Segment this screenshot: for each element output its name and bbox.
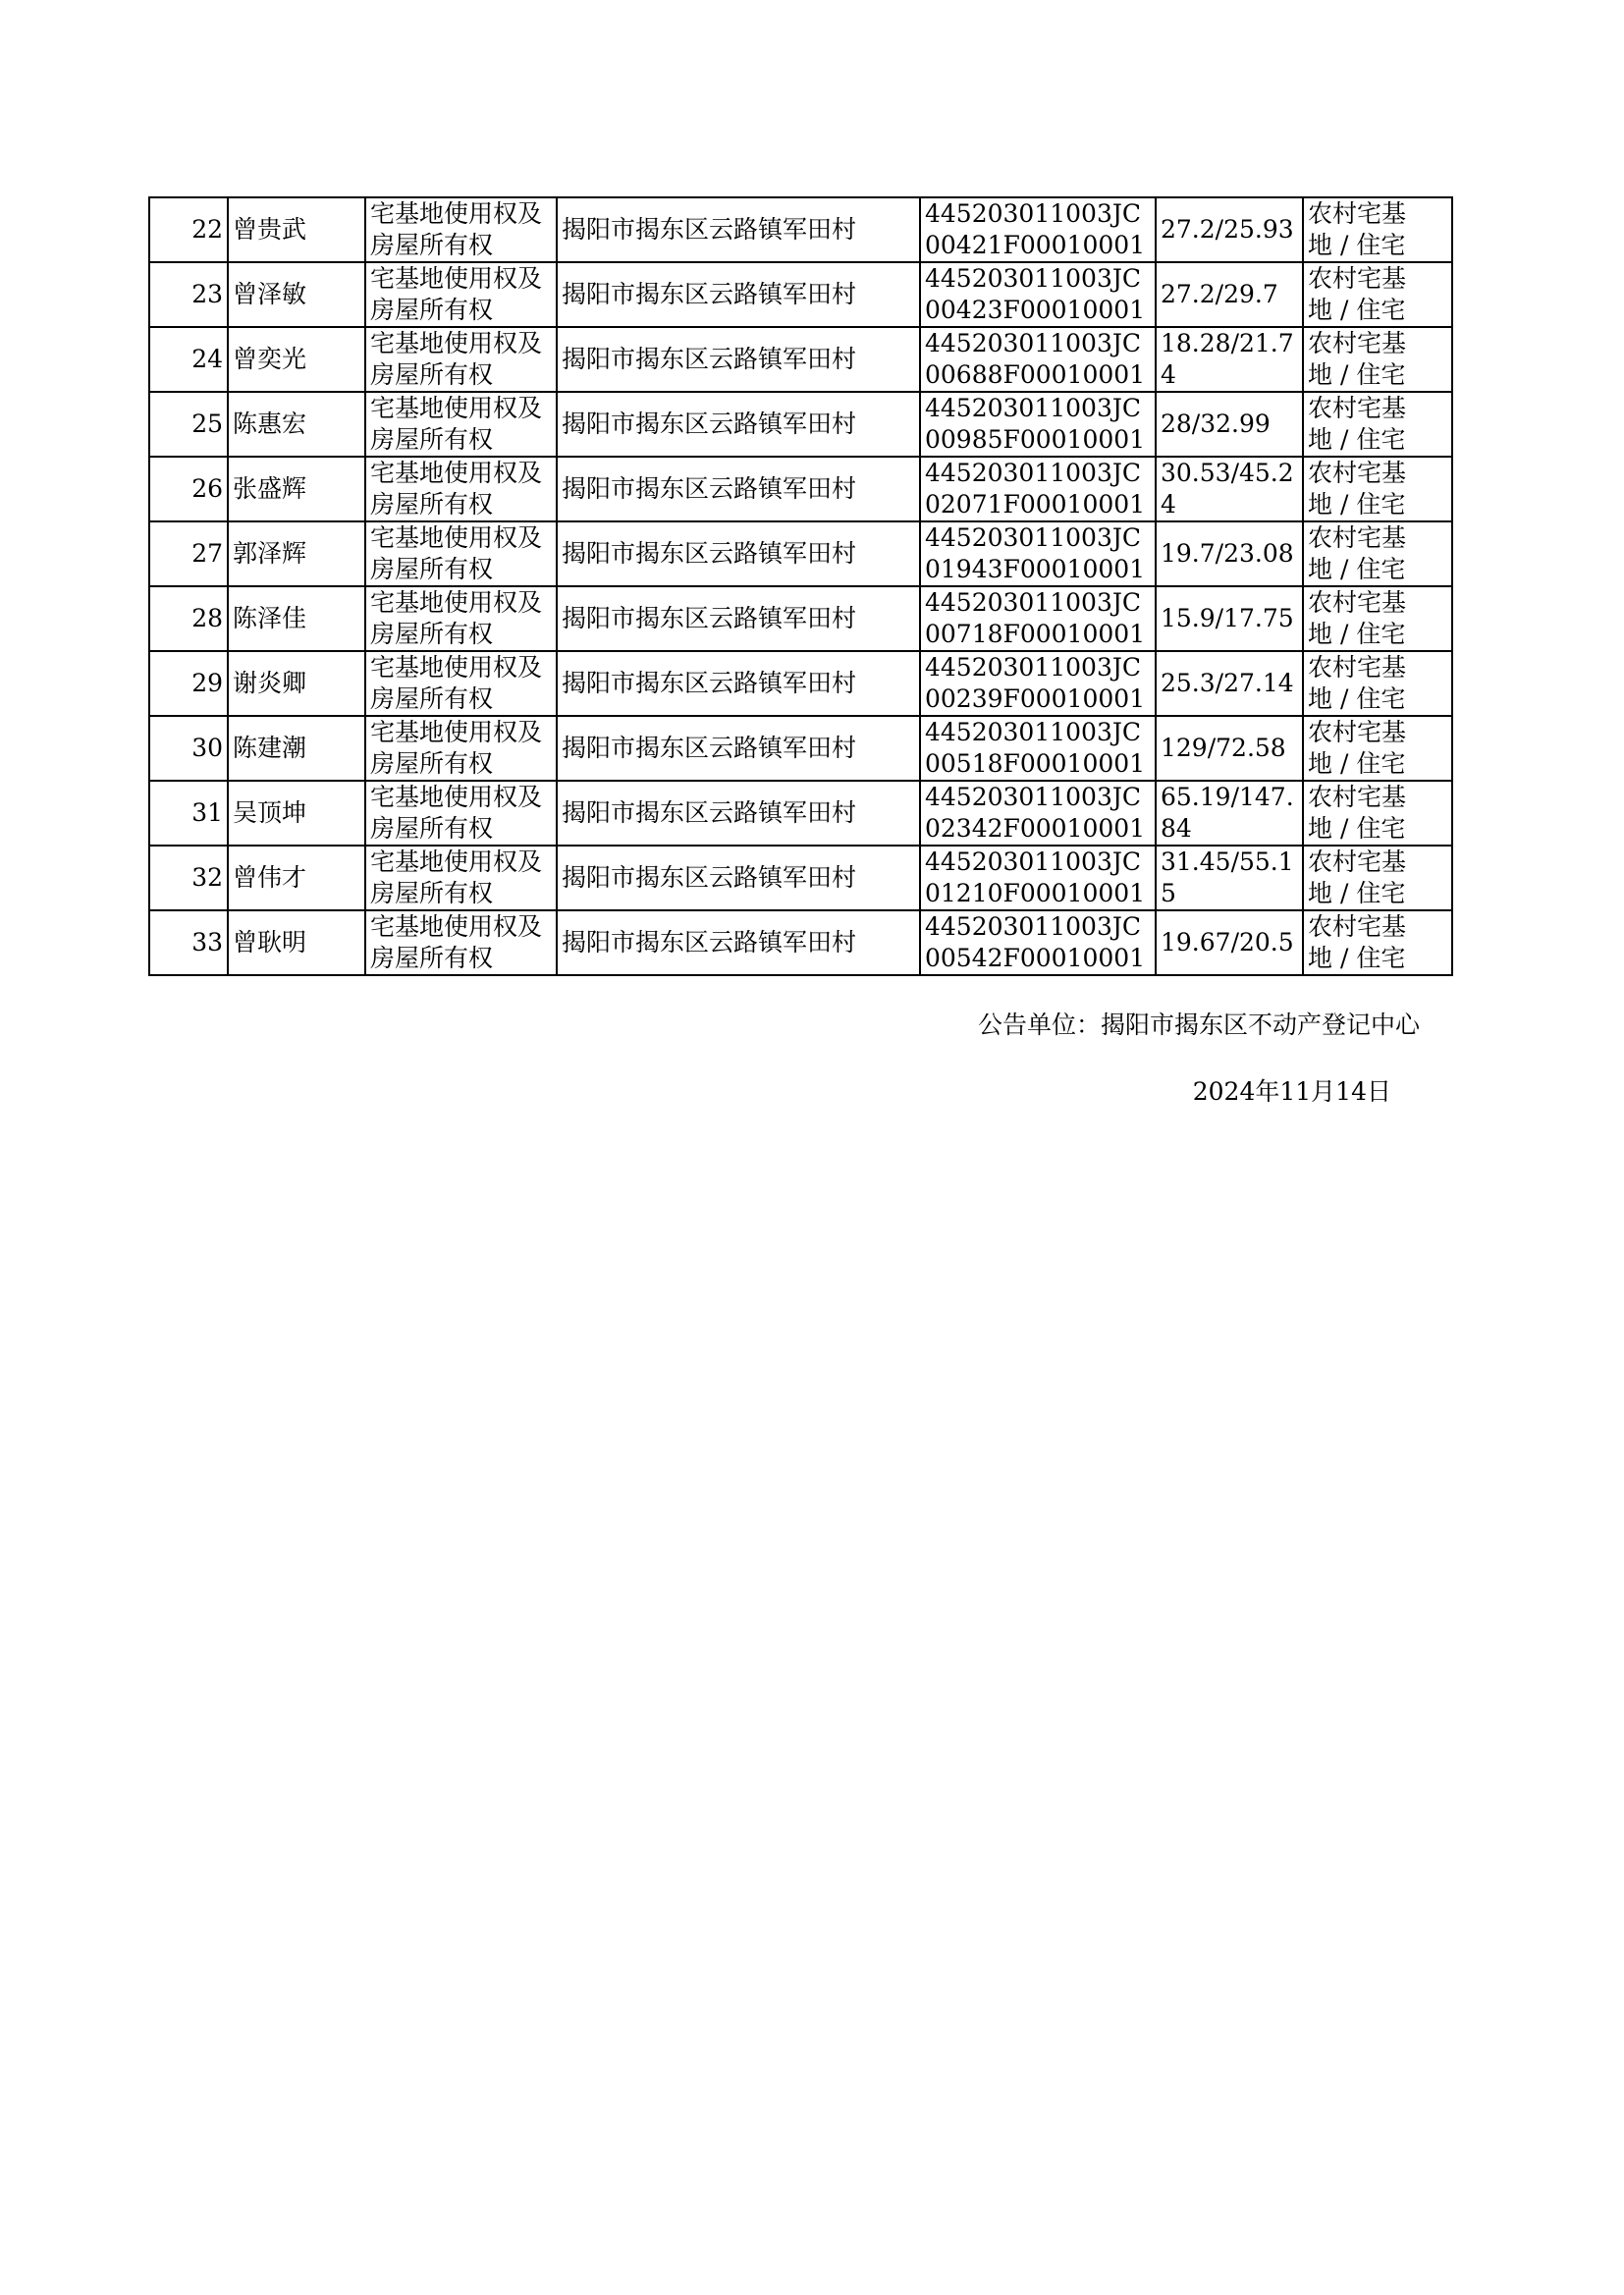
table-row bbox=[149, 781, 1452, 846]
right-type-cell: 宅基地使用权及房屋所有权 bbox=[365, 457, 557, 521]
area-cell: 31.45/55.15 bbox=[1156, 846, 1303, 910]
land-use-line: 农村宅基 bbox=[1308, 199, 1407, 228]
announcement-date: 2024年11月14日 bbox=[1192, 1077, 1391, 1106]
certificate-number-cell: 445203011003JC01210F00010001 bbox=[920, 846, 1156, 910]
row-number-cell: 28 bbox=[149, 586, 228, 651]
owner-name-cell: 曾奕光 bbox=[228, 327, 365, 392]
area-cell: 25.3/27.14 bbox=[1156, 651, 1303, 716]
certificate-number-cell: 445203011003JC00239F00010001 bbox=[920, 651, 1156, 716]
location-cell: 揭阳市揭东区云路镇军田村 bbox=[557, 457, 920, 521]
land-use-line: 地 / 住宅 bbox=[1308, 360, 1406, 389]
location-cell: 揭阳市揭东区云路镇军田村 bbox=[557, 197, 920, 262]
area-cell: 65.19/147.84 bbox=[1156, 781, 1303, 846]
row-number-cell: 33 bbox=[149, 910, 228, 975]
table-row bbox=[149, 846, 1452, 910]
land-use-line: 地 / 住宅 bbox=[1308, 425, 1406, 454]
right-type-cell: 宅基地使用权及房屋所有权 bbox=[365, 651, 557, 716]
certificate-number-cell: 445203011003JC00423F00010001 bbox=[920, 262, 1156, 327]
land-use-cell bbox=[1303, 910, 1452, 975]
certificate-number-cell: 445203011003JC00985F00010001 bbox=[920, 392, 1156, 457]
certificate-number-cell: 445203011003JC00718F00010001 bbox=[920, 586, 1156, 651]
owner-name-cell: 陈泽佳 bbox=[228, 586, 365, 651]
location-cell: 揭阳市揭东区云路镇军田村 bbox=[557, 651, 920, 716]
owner-name-cell: 陈建潮 bbox=[228, 716, 365, 781]
land-use-cell bbox=[1303, 262, 1452, 327]
land-use-cell bbox=[1303, 197, 1452, 262]
table-row bbox=[149, 457, 1452, 521]
certificate-number-cell: 445203011003JC02342F00010001 bbox=[920, 781, 1156, 846]
location-cell: 揭阳市揭东区云路镇军田村 bbox=[557, 392, 920, 457]
location-cell: 揭阳市揭东区云路镇军田村 bbox=[557, 327, 920, 392]
right-type-cell: 宅基地使用权及房屋所有权 bbox=[365, 586, 557, 651]
location-cell: 揭阳市揭东区云路镇军田村 bbox=[557, 781, 920, 846]
certificate-number-cell: 445203011003JC01943F00010001 bbox=[920, 521, 1156, 586]
area-cell: 28/32.99 bbox=[1156, 392, 1303, 457]
area-cell: 19.7/23.08 bbox=[1156, 521, 1303, 586]
land-use-cell bbox=[1303, 327, 1452, 392]
land-use-cell bbox=[1303, 586, 1452, 651]
row-number-cell: 24 bbox=[149, 327, 228, 392]
row-number-cell: 26 bbox=[149, 457, 228, 521]
land-use-cell bbox=[1303, 457, 1452, 521]
area-cell: 15.9/17.75 bbox=[1156, 586, 1303, 651]
table-row bbox=[149, 327, 1452, 392]
land-use-line: 地 / 住宅 bbox=[1308, 296, 1406, 324]
location-cell: 揭阳市揭东区云路镇军田村 bbox=[557, 521, 920, 586]
table-row bbox=[149, 716, 1452, 781]
right-type-cell: 宅基地使用权及房屋所有权 bbox=[365, 716, 557, 781]
right-type-cell: 宅基地使用权及房屋所有权 bbox=[365, 197, 557, 262]
area-cell: 18.28/21.74 bbox=[1156, 327, 1303, 392]
table-row bbox=[149, 521, 1452, 586]
land-use-line: 农村宅基 bbox=[1308, 718, 1407, 746]
area-cell: 19.67/20.5 bbox=[1156, 910, 1303, 975]
table-row bbox=[149, 910, 1452, 975]
land-use-line: 地 / 住宅 bbox=[1308, 555, 1406, 583]
issuer-line: 公告单位：揭阳市揭东区不动产登记中心 bbox=[977, 1011, 1420, 1039]
land-use-line: 地 / 住宅 bbox=[1308, 879, 1406, 907]
owner-name-cell: 曾泽敏 bbox=[228, 262, 365, 327]
owner-name-cell: 曾贵武 bbox=[228, 197, 365, 262]
land-use-line: 农村宅基 bbox=[1308, 653, 1407, 682]
owner-name-cell: 谢炎卿 bbox=[228, 651, 365, 716]
row-number-cell: 25 bbox=[149, 392, 228, 457]
land-use-line: 地 / 住宅 bbox=[1308, 749, 1406, 778]
location-cell: 揭阳市揭东区云路镇军田村 bbox=[557, 586, 920, 651]
certificate-number-cell: 445203011003JC00518F00010001 bbox=[920, 716, 1156, 781]
land-use-line: 地 / 住宅 bbox=[1308, 490, 1406, 519]
location-cell: 揭阳市揭东区云路镇军田村 bbox=[557, 262, 920, 327]
land-use-line: 地 / 住宅 bbox=[1308, 944, 1406, 972]
area-cell: 129/72.58 bbox=[1156, 716, 1303, 781]
land-use-cell bbox=[1303, 392, 1452, 457]
row-number-cell: 22 bbox=[149, 197, 228, 262]
row-number-cell: 23 bbox=[149, 262, 228, 327]
land-use-line: 农村宅基 bbox=[1308, 394, 1407, 422]
location-cell: 揭阳市揭东区云路镇军田村 bbox=[557, 846, 920, 910]
land-use-line: 地 / 住宅 bbox=[1308, 814, 1406, 843]
row-number-cell: 32 bbox=[149, 846, 228, 910]
owner-name-cell: 吴顶坤 bbox=[228, 781, 365, 846]
land-use-line: 地 / 住宅 bbox=[1308, 231, 1406, 259]
owner-name-cell: 陈惠宏 bbox=[228, 392, 365, 457]
certificate-number-cell: 445203011003JC02071F00010001 bbox=[920, 457, 1156, 521]
table-row bbox=[149, 651, 1452, 716]
area-cell: 27.2/25.93 bbox=[1156, 197, 1303, 262]
registration-table-body bbox=[149, 197, 1452, 975]
land-use-cell bbox=[1303, 651, 1452, 716]
right-type-cell: 宅基地使用权及房屋所有权 bbox=[365, 262, 557, 327]
certificate-number-cell: 445203011003JC00421F00010001 bbox=[920, 197, 1156, 262]
right-type-cell: 宅基地使用权及房屋所有权 bbox=[365, 327, 557, 392]
owner-name-cell: 张盛辉 bbox=[228, 457, 365, 521]
land-use-cell bbox=[1303, 781, 1452, 846]
row-number-cell: 31 bbox=[149, 781, 228, 846]
table-row bbox=[149, 262, 1452, 327]
right-type-cell: 宅基地使用权及房屋所有权 bbox=[365, 392, 557, 457]
certificate-number-cell: 445203011003JC00688F00010001 bbox=[920, 327, 1156, 392]
land-use-line: 农村宅基 bbox=[1308, 588, 1407, 617]
land-use-cell bbox=[1303, 521, 1452, 586]
land-use-line: 农村宅基 bbox=[1308, 783, 1407, 811]
right-type-cell: 宅基地使用权及房屋所有权 bbox=[365, 846, 557, 910]
land-use-line: 农村宅基 bbox=[1308, 523, 1407, 552]
right-type-cell: 宅基地使用权及房屋所有权 bbox=[365, 910, 557, 975]
area-cell: 27.2/29.7 bbox=[1156, 262, 1303, 327]
owner-name-cell: 郭泽辉 bbox=[228, 521, 365, 586]
row-number-cell: 27 bbox=[149, 521, 228, 586]
land-use-line: 农村宅基 bbox=[1308, 329, 1407, 357]
row-number-cell: 30 bbox=[149, 716, 228, 781]
land-use-line: 农村宅基 bbox=[1308, 847, 1407, 876]
area-cell: 30.53/45.24 bbox=[1156, 457, 1303, 521]
location-cell: 揭阳市揭东区云路镇军田村 bbox=[557, 716, 920, 781]
land-use-line: 农村宅基 bbox=[1308, 264, 1407, 293]
right-type-cell: 宅基地使用权及房屋所有权 bbox=[365, 781, 557, 846]
row-number-cell: 29 bbox=[149, 651, 228, 716]
land-use-line: 地 / 住宅 bbox=[1308, 684, 1406, 713]
owner-name-cell: 曾伟才 bbox=[228, 846, 365, 910]
land-use-cell bbox=[1303, 846, 1452, 910]
land-use-line: 农村宅基 bbox=[1308, 459, 1407, 487]
registration-table bbox=[148, 196, 1453, 976]
right-type-cell: 宅基地使用权及房屋所有权 bbox=[365, 521, 557, 586]
table-row bbox=[149, 392, 1452, 457]
land-use-cell bbox=[1303, 716, 1452, 781]
table-row bbox=[149, 197, 1452, 262]
land-use-line: 地 / 住宅 bbox=[1308, 620, 1406, 648]
certificate-number-cell: 445203011003JC00542F00010001 bbox=[920, 910, 1156, 975]
owner-name-cell: 曾耿明 bbox=[228, 910, 365, 975]
location-cell: 揭阳市揭东区云路镇军田村 bbox=[557, 910, 920, 975]
table-row bbox=[149, 586, 1452, 651]
land-use-line: 农村宅基 bbox=[1308, 912, 1407, 941]
